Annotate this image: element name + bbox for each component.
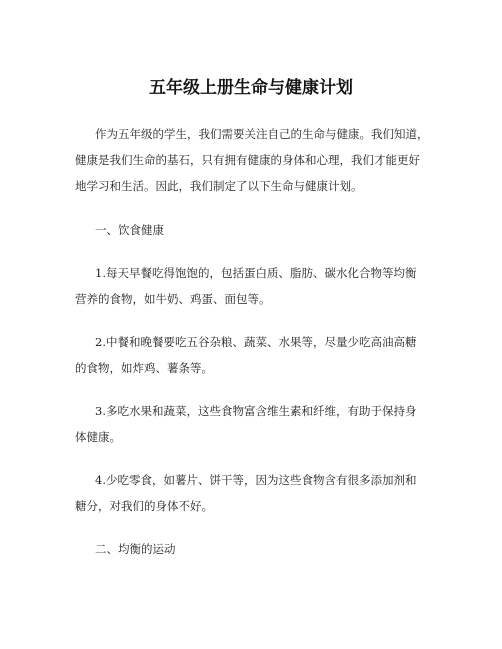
diet-item-4-line-1: 4.少吃零食，如薯片、饼干等，因为这些食物含有很多添加剂和 [95,473,417,487]
intro-line-2: 健康是我们生命的基石，只有拥有健康的身体和心理，我们才能更好 [75,153,420,167]
diet-item-2-line-2: 的食物，如炸鸡、薯条等。 [75,361,213,375]
section-heading-diet: 一、饮食健康 [95,223,164,237]
diet-item-3-line-1: 3.多吃水果和蔬菜，这些食物富含维生素和纤维，有助于保持身 [95,404,417,418]
section-heading-exercise: 二、均衡的运动 [95,542,176,556]
document-title: 五年级上册生命与健康计划 [149,78,353,98]
diet-item-1-line-2: 营养的食物，如牛奶、鸡蛋、面包等。 [75,292,271,306]
intro-line-3: 地学习和生活。因此，我们制定了以下生命与健康计划。 [75,179,363,193]
diet-item-4-line-2: 糖分，对我们的身体不好。 [75,499,213,513]
diet-item-3-line-2: 体健康。 [75,430,121,444]
diet-item-1-line-1: 1.每天早餐吃得饱饱的，包括蛋白质、脂肪、碳水化合物等均衡 [95,266,417,280]
intro-line-1: 作为五年级的学生，我们需要关注自己的生命与健康。我们知道， [95,127,429,141]
diet-item-2-line-1: 2.中餐和晚餐要吃五谷杂粮、蔬菜、水果等，尽量少吃高油高糖 [95,335,417,349]
